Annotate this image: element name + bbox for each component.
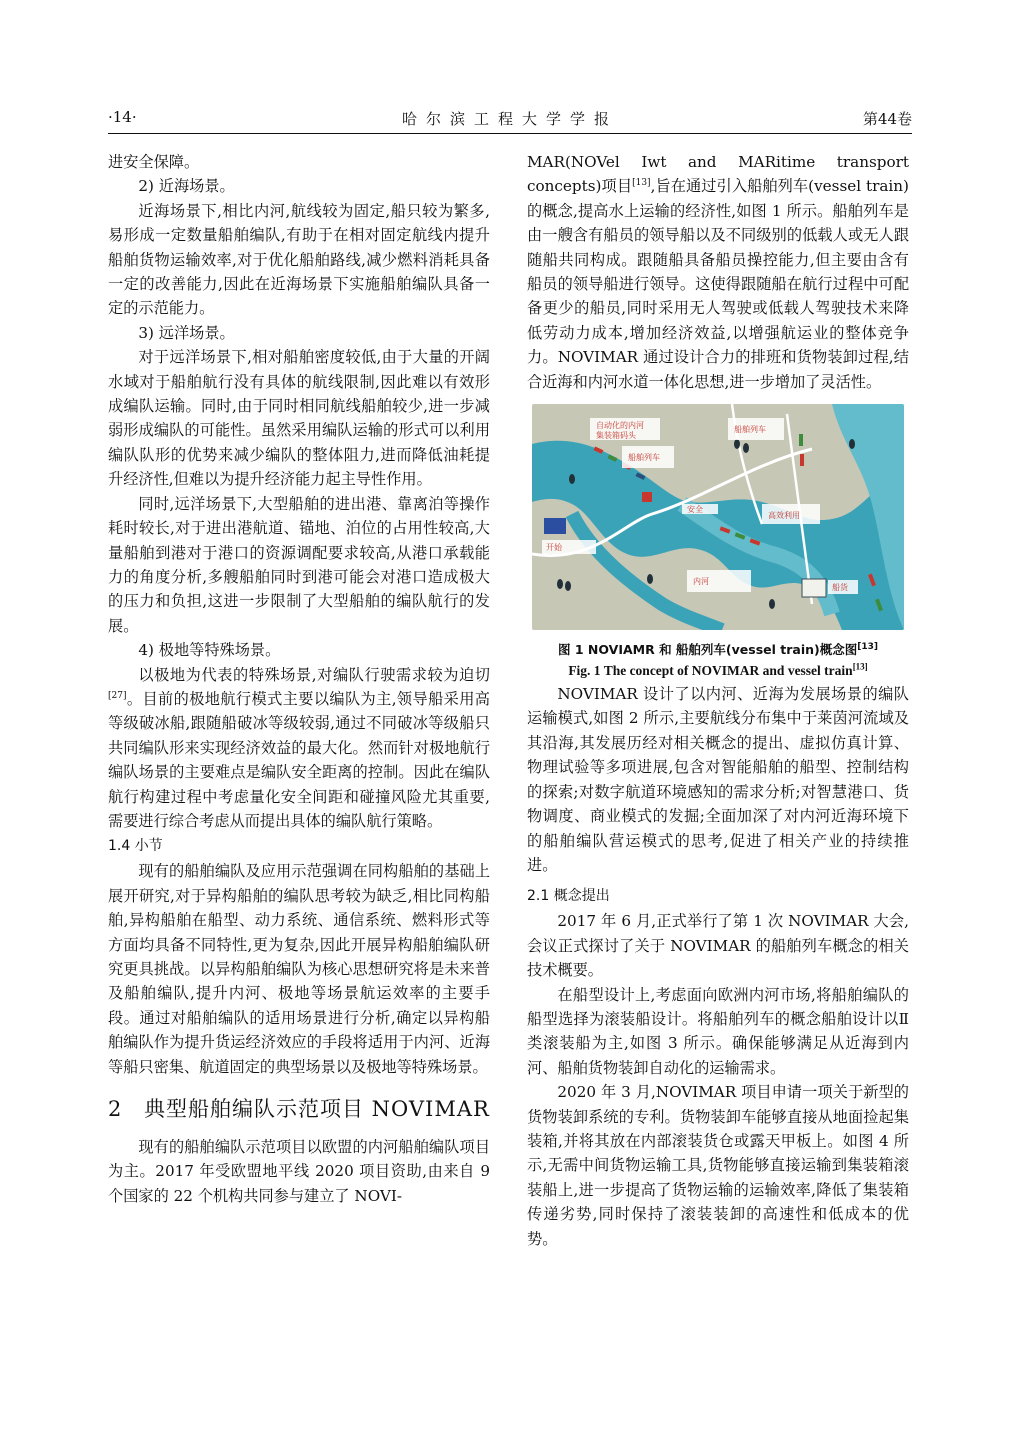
tree [565, 581, 571, 591]
tree [849, 439, 855, 449]
citation: [27] [108, 690, 127, 701]
map-label: 内河 [693, 577, 709, 587]
map-label: 船舶列车 [734, 425, 766, 435]
map-label: 船货 [832, 583, 848, 593]
eu-flag [544, 518, 566, 534]
paragraph [527, 150, 909, 394]
citation: [13] [632, 178, 651, 189]
citation: [13] [857, 641, 878, 652]
map-label: 开始 [546, 543, 562, 553]
paragraph: 同时,远洋场景下,大型船舶的进出港、靠离泊等操作耗时较长,对于进出港航道、锚地、泊位的占用性较高,大量船舶到港对于港口的资源调配要求较高,从港口承载能力的角度分析,多艘船舶同时到港可能会对港口造成极大的压力和负担,这进一步限制了大型船舶的编队航行的发展。 [108, 494, 490, 635]
left-column [108, 150, 490, 1208]
terminal-building [802, 579, 826, 597]
volume-label: 第44卷 [862, 110, 912, 128]
journal-title: 哈尔滨工程大学学报 [401, 110, 618, 128]
map-label: 集装箱码头 [596, 431, 636, 441]
scenario-heading: 3) 远洋场景。 [138, 323, 235, 342]
paragraph: 2017 年 6 月,正式举行了第 1 次 NOVIMAR 大会,会议正式探讨了关于 NOVIMAR 的船舶列车概念的相关技术概要。 [527, 912, 909, 980]
section-number: 2 [108, 1097, 123, 1122]
caption-text: Fig. 1 The concept of NOVIMAR and vessel train [568, 663, 853, 679]
header-rule [108, 133, 912, 134]
paragraph: 在船型设计上,考虑面向欧洲内河市场,将船舶编队的船型选择为滚装船设计。将船舶列车的概念船舶设计以Ⅱ类滚装船为主,如图 3 所示。确保能够满足从近海到内河、船舶货物装卸自动化的运输需求。 [527, 985, 909, 1077]
tree [557, 579, 563, 589]
paragraph: 进安全保障。 [108, 153, 200, 171]
page-number: ·14· [108, 108, 137, 126]
map-label: 船舶列车 [628, 453, 660, 463]
section-title-text: 典型船舶编队示范项目 NOVIMAR [144, 1097, 490, 1122]
section-title [108, 1095, 490, 1123]
ship [799, 434, 803, 446]
text: 以极地为代表的特殊场景,对编队行驶需求较为迫切 [138, 665, 490, 684]
text: ,旨在通过引入船舶列车(vessel train)的概念,提高水上运输的经济性,如图 1 所示。船舶列车是由一艘含有船员的领导船以及不同级别的低载人或无人跟随船共同构成。跟随船具备船员操控能力,但主要由含有船员的领导船进行领导。这使得跟随船在航行过程中可配备更少的船员,同时采用无人驾驶或低载人驾驶技术来降低劳动力成本,增加经济效益,以增强航运业的整体竞争力。NOVIMAR 通过设计合力的排班和货物装卸过程,结合近海和内河水道一体化思想,进一步增加了灵活性。 [527, 177, 909, 391]
scenario-heading: 2) 近海场景。 [138, 177, 235, 196]
paragraph: NOVIMAR 设计了以内河、近海为发展场景的编队运输模式,如图 2 所示,主要航线分布集中于莱茵河流域及其沿海,其发展历经对相关概念的提出、虚拟仿真计算、物理试验等多项进展,包含对智能船舶的船型、控制结构的探索;对数字航道环境感知的需求分析;对智慧港口、货物调度、商业模式的发掘;全面加深了对内河近海环境下的船舶编队营运模式的思考,促进了相关产业的持续推进。 [527, 685, 909, 874]
crane [642, 492, 652, 502]
caption-text: 图 1 NOVIAMR 和 船舶列车(vessel train)概念图 [558, 642, 858, 658]
citation: [13] [852, 661, 868, 672]
tree [734, 439, 740, 449]
tree [569, 474, 575, 484]
section-heading: 1.4 小节 [108, 838, 163, 855]
map-label: 安全 [687, 505, 703, 515]
scenario-heading: 4) 极地等特殊场景。 [138, 641, 281, 660]
paragraph: 现有的船舶编队示范项目以欧盟的内河船舶编队项目为主。2017 年受欧盟地平线 2020 项目资助,由来自 9 个国家的 22 个机构共同参与建立了 NOVI- [108, 1138, 490, 1205]
map-label: 自动化的内河 [596, 421, 644, 431]
right-column [527, 150, 909, 1251]
section-heading: 2.1 概念提出 [527, 888, 610, 905]
paragraph: 现有的船舶编队及应用示范强调在同构船舶的基础上展开研究,对于异构船舶的编队思考较为缺乏,相比同构船舶,异构船舶在船型、动力系统、通信系统、燃料形式等方面均具备不同特性,更为复杂,因此开展异构船舶编队研究更具挑战。以异构船舶编队为核心思想研究将是未来普及船舶编队,提升内河、极地等场景航运效率的主要手段。通过对船舶编队的适用场景进行分析,确定以异构船舶编队作为提升货运经济效应的手段将适用于内河、近海等船只密集、航道固定的典型场景以及极地等特殊场景。 [108, 862, 490, 1076]
tree [769, 599, 775, 609]
paragraph [108, 663, 490, 834]
tree [647, 574, 653, 584]
text: MAR(NOVel Iwt and MARitime transport concepts)项目 [527, 153, 909, 196]
figure-novimar-map [532, 404, 904, 630]
paragraph: 对于远洋场景下,相对船舶密度较低,由于大量的开阔水域对于船舶航行没有具体的航线限制,因此难以有效形成编队运输。同时,由于同时相同航线船舶较少,进一步减弱形成编队的可能性。虽然采用编队运输的形式可以利用编队队形的优势来减少编队的整体阻力,进而降低油耗提升经济性,但难以为提升经济能力起主导性作用。 [108, 348, 490, 489]
figure-caption-cn [527, 640, 909, 660]
ship [800, 454, 804, 466]
paragraph: 2020 年 3 月,NOVIMAR 项目申请一项关于新型的货物装卸系统的专利。货物装卸车能够直接从地面捡起集装箱,并将其放在内部滚装货仓或露天甲板上。如图 4 所示,无需中间货物运输工具,货物能够直接运输到集装箱滚装船上,进一步提高了货物运输的运输效率,降低了集装箱传递劣势,同时保持了滚装装卸的高速性和低成本的优势。 [527, 1083, 909, 1248]
map-label: 高效利用 [768, 511, 800, 521]
paragraph: 近海场景下,相比内河,航线较为固定,船只较为繁多,易形成一定数量船舶编队,有助于在相对固定航线内提升船舶货物运输效率,对于优化船舶路线,减少燃料消耗具备一定的改善能力,因此在近海场景下实施船舶编队具备一定的示范能力。 [108, 201, 490, 318]
page-header [108, 108, 912, 130]
text: 。目前的极地航行模式主要以编队为主,领导船采用高等级破冰船,跟随船破冰等级较弱,通过不同破冰等级船只共同编队形来实现经济效益的最大化。然而针对极地航行编队场景的主要难点是编队安全距离的控制。因此在编队航行构建过程中考虑量化安全间距和碰撞风险尤其重要,需要进行综合考虑从而提出具体的编队航行策略。 [108, 689, 490, 830]
tree [743, 443, 749, 453]
novimar-concept-illustration [532, 404, 904, 630]
figure-caption-en [527, 660, 909, 682]
